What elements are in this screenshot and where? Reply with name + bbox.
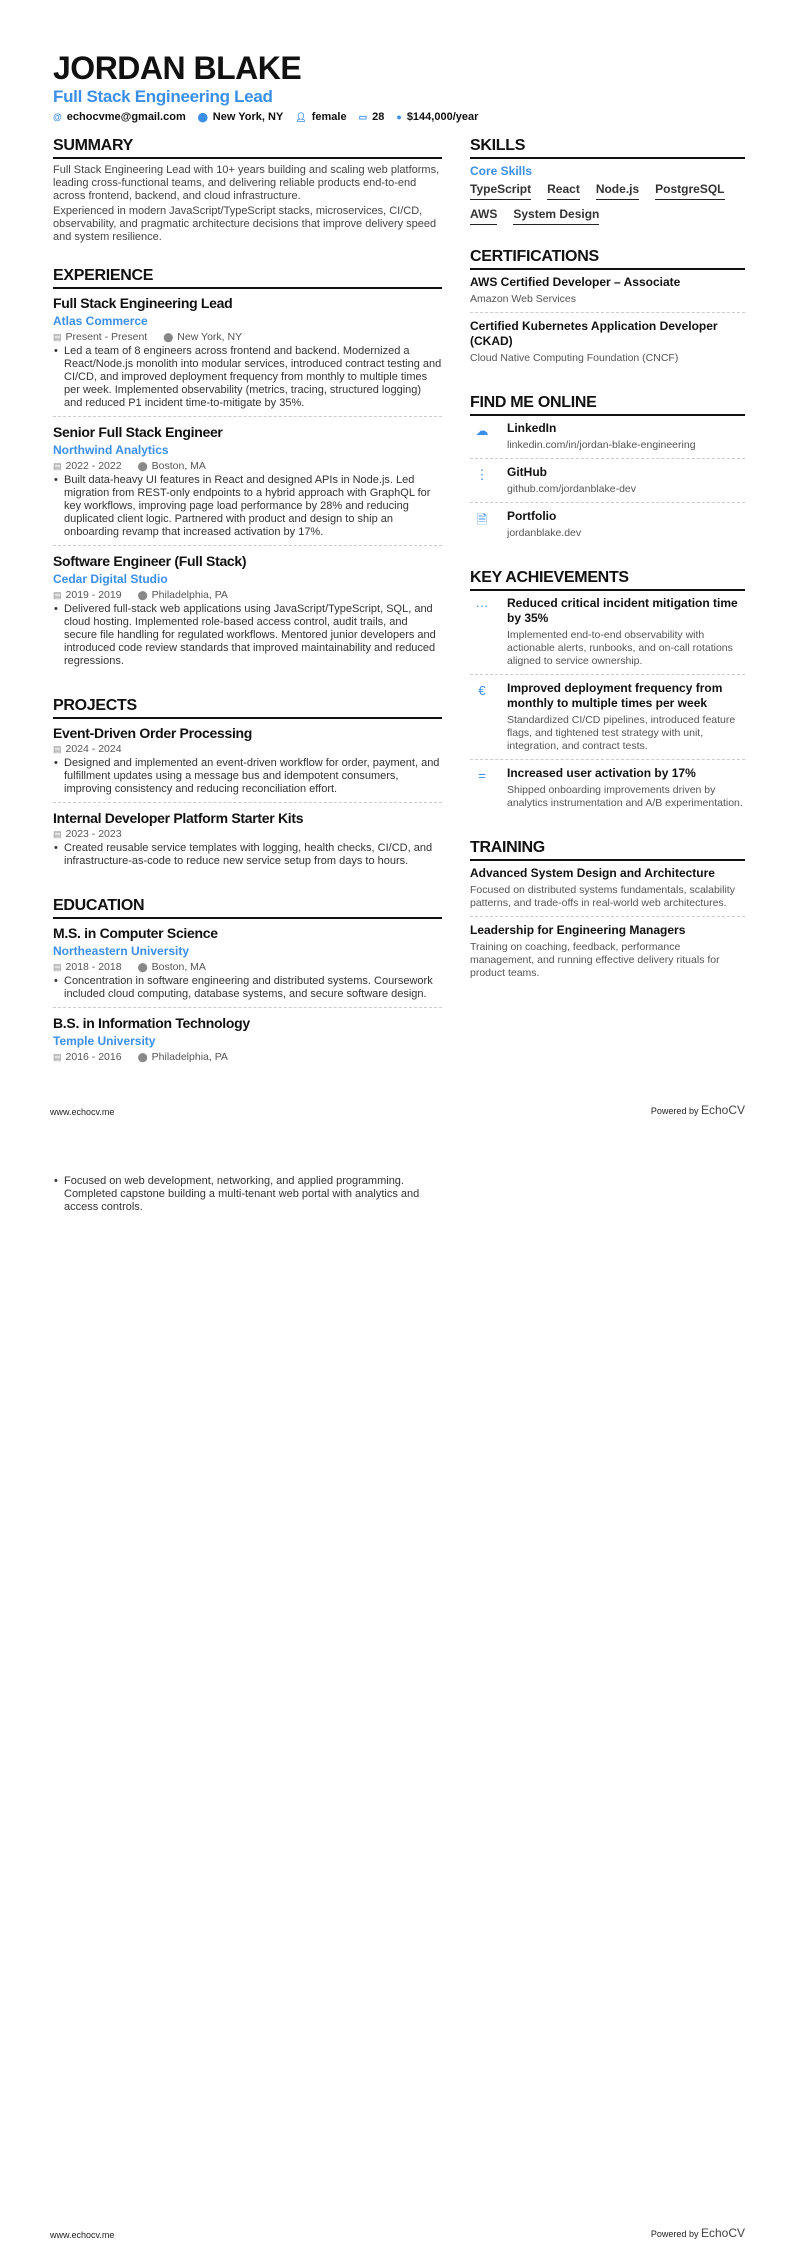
section-heading: CERTIFICATIONS bbox=[470, 247, 745, 270]
contact-row bbox=[53, 111, 478, 123]
calendar-icon: ▤ bbox=[53, 590, 62, 600]
date-range: Present - Present bbox=[65, 331, 148, 343]
education-bullet: • Concentration in software engineering and distributed systems. Coursework included cloud computing, database systems, and secure software design. bbox=[53, 975, 442, 1001]
training-title: Leadership for Engineering Managers bbox=[470, 923, 686, 937]
skill-tag: PostgreSQL bbox=[655, 182, 724, 200]
company-name: Atlas Commerce bbox=[53, 314, 148, 328]
company-name: Cedar Digital Studio bbox=[53, 572, 168, 586]
job-bullet: • Delivered full-stack web applications using JavaScript/TypeScript, SQL, and cloud hosting. Implemented role-based access control, audit trails, and secure file handling for regulated workflows. Mentored junior developers and introduced code review standards that improved maintainability and reduced regressions. bbox=[53, 603, 442, 668]
date-range: 2019 - 2019 bbox=[65, 589, 122, 601]
location-text: Boston, MA bbox=[151, 961, 206, 973]
at-icon: @ bbox=[53, 112, 62, 122]
online-section bbox=[470, 393, 745, 546]
left-column bbox=[53, 136, 442, 1093]
meta-row bbox=[53, 588, 442, 602]
right-column bbox=[470, 136, 745, 1008]
calendar-icon: ▤ bbox=[53, 744, 62, 754]
dots-icon: ··· bbox=[475, 598, 489, 613]
skill-tag: System Design bbox=[513, 207, 599, 225]
projects-section bbox=[53, 696, 442, 874]
achievement-title: Reduced critical incident mitigation time by 35% bbox=[507, 596, 738, 625]
project-bullet: • Created reusable service templates with logging, health checks, CI/CD, and infrastructure-as-code to reduce new service setup from days to hours. bbox=[53, 842, 442, 868]
meta-row bbox=[53, 330, 442, 344]
calendar-icon: ▤ bbox=[53, 1052, 62, 1062]
user-icon: 👤︎ bbox=[295, 112, 307, 122]
section-heading: FIND ME ONLINE bbox=[470, 393, 745, 416]
section-heading: KEY ACHIEVEMENTS bbox=[470, 568, 745, 591]
link-label: Portfolio bbox=[507, 509, 557, 523]
money-icon: ● bbox=[396, 112, 402, 122]
online-link-github[interactable] bbox=[470, 465, 745, 503]
achievement-title: Increased user activation by 17% bbox=[507, 766, 696, 780]
location-icon: ⬤ bbox=[163, 332, 174, 342]
training-item bbox=[470, 923, 745, 986]
project-title: Internal Developer Platform Starter Kits bbox=[53, 810, 304, 826]
equals-icon: = bbox=[478, 768, 486, 783]
training-desc: Training on coaching, feedback, performance management, and running effective delivery rituals for product teams. bbox=[470, 941, 720, 979]
job-title: Full Stack Engineering Lead bbox=[53, 295, 233, 311]
dates bbox=[53, 459, 122, 473]
cert-issuer: Cloud Native Computing Foundation (CNCF) bbox=[470, 352, 679, 364]
training-section bbox=[470, 838, 745, 986]
contact-salary: ● $144,000/year bbox=[396, 111, 479, 123]
resume-header bbox=[53, 52, 478, 123]
location bbox=[163, 330, 242, 344]
section-heading: TRAINING bbox=[470, 838, 745, 861]
skills-section bbox=[470, 136, 745, 225]
calendar-icon: ▤ bbox=[53, 829, 62, 839]
dates bbox=[53, 827, 122, 841]
certification-item bbox=[470, 319, 745, 371]
document-euro-icon: € bbox=[478, 683, 486, 698]
school-name: Northeastern University bbox=[53, 944, 190, 958]
achievement-item bbox=[470, 681, 745, 760]
skill-tag: AWS bbox=[470, 207, 497, 225]
job-title: Senior Full Stack Engineer bbox=[53, 424, 223, 440]
link-url[interactable]: jordanblake.dev bbox=[507, 527, 582, 539]
achievements-section bbox=[470, 568, 745, 816]
date-range: 2024 - 2024 bbox=[65, 743, 122, 755]
achievement-desc: Shipped onboarding improvements driven by analytics instrumentation and A/B experimentation. bbox=[507, 784, 743, 809]
dots-vertical-icon: ⋮ bbox=[475, 467, 489, 482]
project-title: Event-Driven Order Processing bbox=[53, 725, 253, 741]
degree: M.S. in Computer Science bbox=[53, 925, 218, 941]
achievement-title: Improved deployment frequency from monthly to multiple times per week bbox=[507, 681, 723, 710]
section-heading: EXPERIENCE bbox=[53, 266, 442, 289]
page-footer bbox=[50, 1103, 745, 1117]
meta-row bbox=[53, 742, 442, 756]
cert-name: Certified Kubernetes Application Developer (CKAD) bbox=[470, 319, 718, 348]
school-name: Temple University bbox=[53, 1034, 156, 1048]
education-section bbox=[53, 896, 442, 1071]
training-title: Advanced System Design and Architecture bbox=[470, 866, 715, 880]
document-icon: 🗎︎ bbox=[476, 512, 488, 527]
summary-text: Experienced in modern JavaScript/TypeScript stacks, microservices, CI/CD, observability, and pragmatic architecture decisions that improve delivery speed and system resilience. bbox=[53, 205, 437, 243]
meta-row bbox=[53, 827, 442, 841]
cloud-icon: ☁ bbox=[475, 423, 489, 438]
job-bullet: • Built data-heavy UI features in React and designed APIs in Node.js. Led migration from REST-only endpoints to a hybrid approach with GraphQL for key workflows, improving page load performance by 28% and reducing duplicated client logic. Partnered with product and design to ship an onboarding revamp that increased activation by 17%. bbox=[53, 474, 442, 539]
skill-tag: Node.js bbox=[596, 182, 639, 200]
online-link-linkedin[interactable] bbox=[470, 421, 745, 459]
powered-by: Powered by EchoCV bbox=[650, 1103, 745, 1117]
candidate-name: JORDAN BLAKE bbox=[53, 50, 302, 86]
meta-row bbox=[53, 960, 442, 974]
location-text: Boston, MA bbox=[151, 460, 206, 472]
experience-item bbox=[53, 552, 442, 674]
dates bbox=[53, 330, 147, 344]
location-icon: ⬤ bbox=[197, 112, 208, 122]
skill-group-title: Core Skills bbox=[470, 164, 533, 178]
training-item bbox=[470, 866, 745, 917]
section-heading: EDUCATION bbox=[53, 896, 442, 919]
certifications-section bbox=[470, 247, 745, 371]
section-heading: SKILLS bbox=[470, 136, 745, 159]
job-title: Software Engineer (Full Stack) bbox=[53, 553, 247, 569]
contact-gender: 👤︎ female bbox=[295, 111, 347, 123]
candidate-title: Full Stack Engineering Lead bbox=[53, 87, 273, 106]
date-range: 2016 - 2016 bbox=[65, 1051, 122, 1063]
link-label: GitHub bbox=[507, 465, 547, 479]
summary-section bbox=[53, 136, 442, 244]
location-text: Philadelphia, PA bbox=[151, 1051, 228, 1063]
achievement-desc: Implemented end-to-end observability with actionable alerts, runbooks, and on-call rotations aligned to service ownership. bbox=[507, 629, 733, 667]
skill-tag: TypeScript bbox=[470, 182, 531, 200]
date-range: 2023 - 2023 bbox=[65, 828, 122, 840]
location bbox=[138, 459, 206, 473]
location-icon: ⬤ bbox=[137, 461, 148, 471]
link-label: LinkedIn bbox=[507, 421, 557, 435]
skill-tag: React bbox=[547, 182, 580, 200]
cert-name: AWS Certified Developer – Associate bbox=[470, 275, 681, 289]
location bbox=[138, 960, 206, 974]
calendar-icon: ▭ bbox=[358, 112, 368, 122]
education-item bbox=[53, 924, 442, 1008]
dates bbox=[53, 960, 122, 974]
project-bullet: • Designed and implemented an event-driven workflow for order, payment, and fulfillment updates using a message bus and idempotent consumers, improving consistency and reducing reconciliation effort. bbox=[53, 757, 442, 796]
page-footer bbox=[50, 2226, 745, 2240]
company-name: Northwind Analytics bbox=[53, 443, 169, 457]
achievement-item bbox=[470, 766, 745, 816]
calendar-icon: ▤ bbox=[53, 332, 62, 342]
location-icon: ⬤ bbox=[137, 962, 148, 972]
certification-item bbox=[470, 275, 745, 313]
education-bullet: • Focused on web development, networking, and applied programming. Completed capstone building a multi-tenant web portal with analytics and access controls. bbox=[53, 1175, 442, 1214]
job-bullet: • Led a team of 8 engineers across frontend and backend. Modernized a React/Node.js monolith into modular services, introduced contract testing and CI/CD, and improved deployment frequency from monthly to multiple times per week. Implemented observability (metrics, tracing, structured logging) and reduced P1 incident time-to-mitigate by 35%. bbox=[53, 345, 442, 410]
dates bbox=[53, 1050, 122, 1064]
page-2 bbox=[0, 1123, 794, 2246]
achievement-desc: Standardized CI/CD pipelines, introduced feature flags, and tightened test strategy with unit, integration, and contract tests. bbox=[507, 714, 736, 752]
degree: B.S. in Information Technology bbox=[53, 1015, 250, 1031]
link-url[interactable]: linkedin.com/in/jordan-blake-engineering bbox=[507, 439, 696, 451]
meta-row bbox=[53, 1050, 442, 1064]
contact-location: ⬤ New York, NY bbox=[197, 111, 284, 123]
date-range: 2018 - 2018 bbox=[65, 961, 122, 973]
echocv-logo: EchoCV bbox=[700, 1103, 745, 1117]
project-item bbox=[53, 724, 442, 803]
meta-row bbox=[53, 459, 442, 473]
location-icon: ⬤ bbox=[137, 1052, 148, 1062]
powered-by: Powered by EchoCV bbox=[650, 2226, 745, 2240]
education-item bbox=[53, 1014, 442, 1071]
experience-section bbox=[53, 266, 442, 674]
dates bbox=[53, 588, 122, 602]
date-range: 2022 - 2022 bbox=[65, 460, 122, 472]
achievement-item bbox=[470, 596, 745, 675]
online-link-portfolio[interactable] bbox=[470, 509, 745, 546]
footer-site-link[interactable]: www.echocv.me bbox=[50, 2230, 115, 2240]
project-item bbox=[53, 809, 442, 874]
summary-text: Full Stack Engineering Lead with 10+ years building and scaling web platforms, leading cross-functional teams, and delivering reliable products end-to-end across frontend, backend, and cloud infrastructure. bbox=[53, 164, 440, 202]
section-heading: SUMMARY bbox=[53, 136, 442, 159]
training-desc: Focused on distributed systems fundamentals, scalability patterns, and trade-offs in real-world web architectures. bbox=[470, 884, 735, 909]
calendar-icon: ▤ bbox=[53, 461, 62, 471]
contact-email: @ echocvme@gmail.com bbox=[53, 111, 186, 123]
location bbox=[138, 588, 228, 602]
location bbox=[138, 1050, 228, 1064]
contact-age: ▭ 28 bbox=[358, 111, 385, 123]
experience-item bbox=[53, 294, 442, 417]
echocv-logo: EchoCV bbox=[700, 2226, 745, 2240]
dates bbox=[53, 742, 122, 756]
cert-issuer: Amazon Web Services bbox=[470, 293, 577, 305]
location-text: New York, NY bbox=[177, 331, 243, 343]
footer-site-link[interactable]: www.echocv.me bbox=[50, 1107, 115, 1117]
section-heading: PROJECTS bbox=[53, 696, 442, 719]
calendar-icon: ▤ bbox=[53, 962, 62, 972]
link-url[interactable]: github.com/jordanblake-dev bbox=[507, 483, 636, 495]
experience-item bbox=[53, 423, 442, 546]
location-icon: ⬤ bbox=[137, 590, 148, 600]
location-text: Philadelphia, PA bbox=[151, 589, 228, 601]
